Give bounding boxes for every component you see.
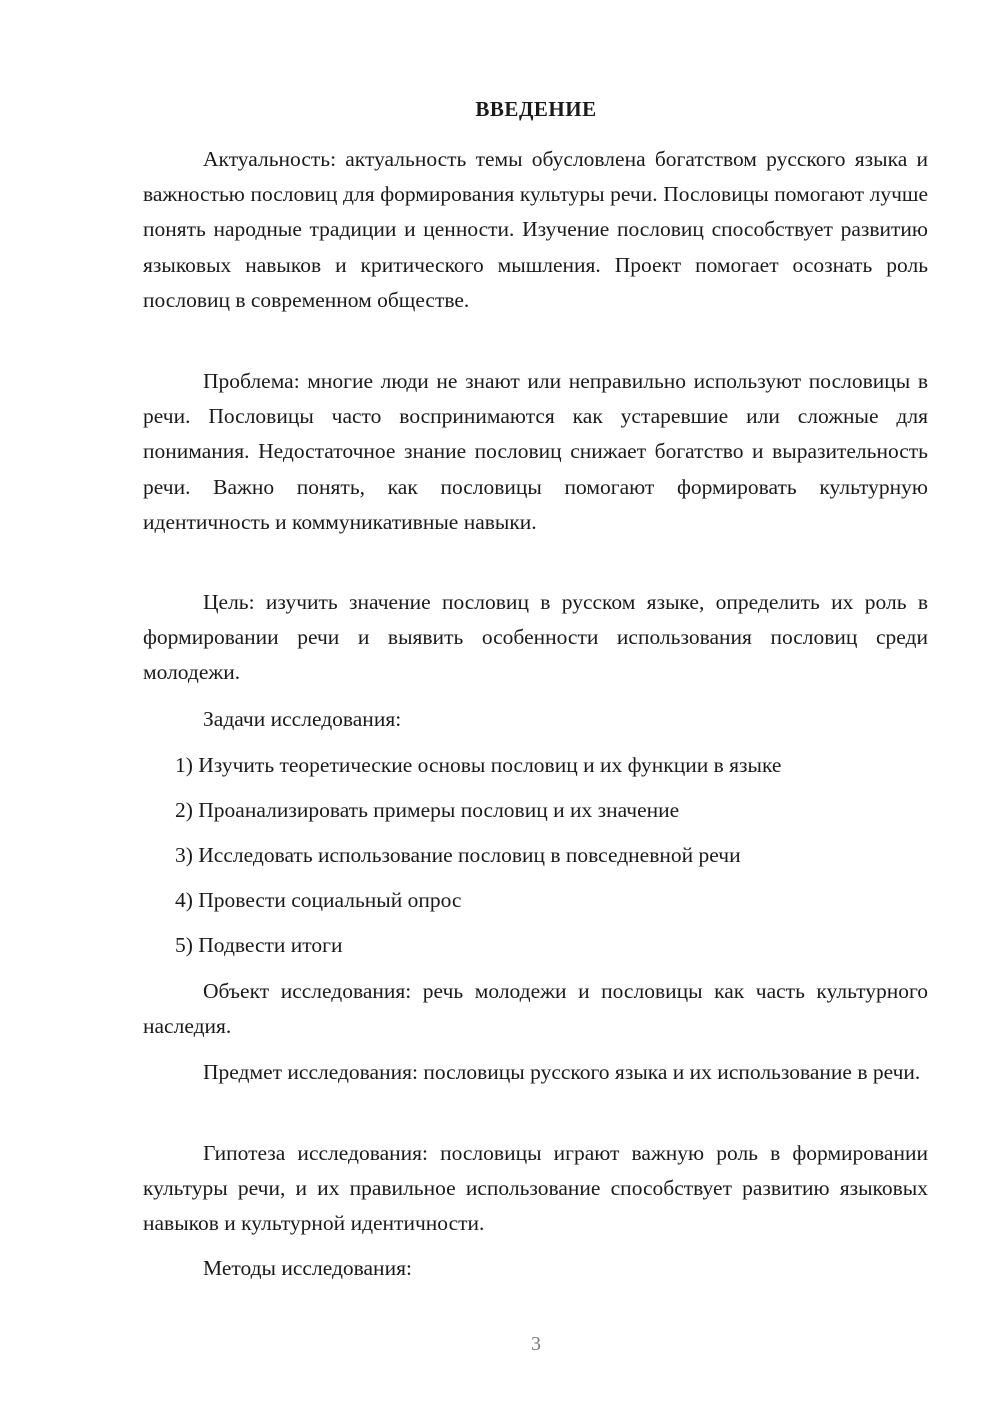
subject-paragraph: Предмет исследования: пословицы русского языка и их использование в речи. — [203, 1060, 921, 1084]
task-item: 4) Провести социальный опрос — [175, 888, 462, 912]
page-title: ВВЕДЕНИЕ — [475, 97, 597, 121]
subject-block — [143, 1055, 928, 1090]
goal-paragraph: Цель: изучить значение пословиц в русском языке, определить их роль в формировании речи и выявить особенности использования пословиц среди молодежи. — [143, 590, 928, 685]
page-number: 3 — [531, 1333, 541, 1355]
problem-paragraph: Проблема: многие люди не знают или неправильно используют пословицы в речи. Пословицы часто воспринимаются как устаревшие или сложные для понимания. Недостаточное знание пословиц снижает богатство и выразительность речи. Важно понять, как пословицы помогают формировать культурную идентичность и коммуникативные навыки. — [143, 369, 928, 534]
hypothesis-paragraph: Гипотеза исследования: пословицы играют важную роль в формировании культуры речи, и их правильное использование способствует развитию языковых навыков и культурной идентичности. — [143, 1141, 928, 1236]
object-paragraph: Объект исследования: речь молодежи и пословицы как часть культурного наследия. — [143, 979, 928, 1039]
tasks-heading: Задачи исследования: — [203, 707, 402, 731]
relevance-paragraph: Актуальность: актуальность темы обусловлена богатством русского языка и важностью пословиц для формирования культуры речи. Пословицы помогают лучше понять народные традиции и ценности. Изучение пословиц способствует развитию языковых навыков и критического мышления. Проект помогает осознать роль пословиц в современном обществе. — [143, 147, 928, 312]
hypothesis-block — [143, 1136, 928, 1242]
problem-block — [143, 364, 928, 540]
task-item: 2) Проанализировать примеры пословиц и их значение — [175, 798, 680, 822]
methods-heading: Методы исследования: — [203, 1256, 412, 1280]
methods-heading-block — [143, 1251, 928, 1286]
goal-block — [143, 585, 928, 691]
task-item: 1) Изучить теоретические основы пословиц и их функции в языке — [175, 753, 782, 777]
task-item: 3) Исследовать использование пословиц в повседневной речи — [175, 843, 741, 867]
relevance-block — [143, 142, 928, 318]
object-block — [143, 974, 928, 1044]
tasks-heading-block — [143, 702, 928, 737]
task-item: 5) Подвести итоги — [175, 933, 343, 957]
